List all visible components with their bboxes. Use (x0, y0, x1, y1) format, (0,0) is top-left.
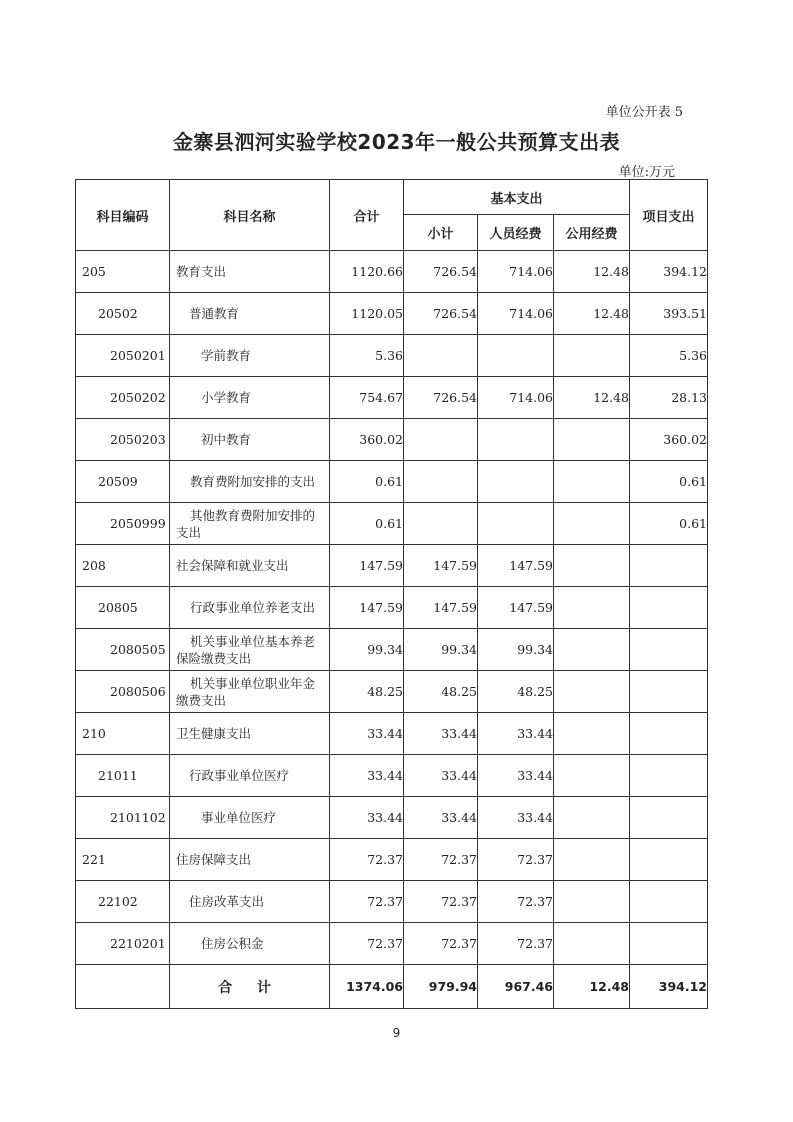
row-code: 210 (76, 713, 170, 755)
table-row (76, 419, 708, 461)
row-project: 28.13 (630, 377, 708, 419)
row-subtotal: 72.37 (404, 881, 478, 923)
table-row (76, 461, 708, 503)
budget-table (75, 179, 708, 1009)
page-title: 金寨县泗河实验学校2023年一般公共预算支出表 (172, 130, 621, 154)
row-total: 33.44 (330, 797, 404, 839)
row-subtotal: 726.54 (404, 251, 478, 293)
row-project (630, 797, 708, 839)
row-personnel: 714.06 (478, 251, 554, 293)
row-subtotal (404, 503, 478, 545)
row-total: 0.61 (330, 461, 404, 503)
row-code: 208 (76, 545, 170, 587)
row-project (630, 713, 708, 755)
total-personnel: 967.46 (478, 965, 554, 1009)
total-subtotal: 979.94 (404, 965, 478, 1009)
row-code: 22102 (76, 881, 170, 923)
table-body (76, 251, 708, 965)
row-code: 221 (76, 839, 170, 881)
row-personnel: 99.34 (478, 629, 554, 671)
row-total: 33.44 (330, 755, 404, 797)
total-row (76, 965, 708, 1009)
row-personnel: 714.06 (478, 377, 554, 419)
row-public (554, 545, 630, 587)
row-project (630, 755, 708, 797)
row-code: 21011 (76, 755, 170, 797)
row-subtotal: 72.37 (404, 839, 478, 881)
document-label: 单位公开表 5 (605, 105, 683, 120)
row-code: 20502 (76, 293, 170, 335)
row-public (554, 335, 630, 377)
row-project (630, 545, 708, 587)
row-project (630, 923, 708, 965)
total-label: 合 计 (170, 965, 330, 1009)
row-name: 卫生健康支出 (170, 713, 330, 755)
table-row (76, 671, 708, 713)
row-name: 住房保障支出 (170, 839, 330, 881)
row-total: 1120.05 (330, 293, 404, 335)
row-personnel: 147.59 (478, 587, 554, 629)
row-project: 393.51 (630, 293, 708, 335)
row-personnel (478, 335, 554, 377)
row-name: 事业单位医疗 (170, 797, 330, 839)
row-name: 教育支出 (170, 251, 330, 293)
row-public (554, 881, 630, 923)
total-code-cell (76, 965, 170, 1009)
row-project (630, 629, 708, 671)
row-project: 0.61 (630, 503, 708, 545)
row-subtotal: 99.34 (404, 629, 478, 671)
header-basic: 基本支出 (404, 180, 630, 215)
row-subtotal: 726.54 (404, 377, 478, 419)
header-subtotal: 小计 (404, 215, 478, 251)
table-row (76, 545, 708, 587)
row-total: 72.37 (330, 923, 404, 965)
row-personnel: 33.44 (478, 713, 554, 755)
row-personnel: 72.37 (478, 881, 554, 923)
header-name: 科目名称 (170, 180, 330, 251)
row-subtotal: 48.25 (404, 671, 478, 713)
row-total: 48.25 (330, 671, 404, 713)
row-code: 2210201 (76, 923, 170, 965)
row-name: 教育费附加安排的支出 (170, 461, 330, 503)
row-personnel: 72.37 (478, 923, 554, 965)
header-code: 科目编码 (76, 180, 170, 251)
row-project: 5.36 (630, 335, 708, 377)
row-public (554, 755, 630, 797)
table-row (76, 251, 708, 293)
row-personnel (478, 461, 554, 503)
row-total: 72.37 (330, 881, 404, 923)
table-row (76, 587, 708, 629)
row-name: 其他教育费附加安排的支出 (170, 503, 330, 545)
row-personnel: 147.59 (478, 545, 554, 587)
table-row (76, 881, 708, 923)
row-name: 机关事业单位职业年金缴费支出 (170, 671, 330, 713)
row-personnel: 714.06 (478, 293, 554, 335)
row-name: 机关事业单位基本养老保险缴费支出 (170, 629, 330, 671)
row-subtotal: 147.59 (404, 587, 478, 629)
row-public: 12.48 (554, 293, 630, 335)
row-personnel: 33.44 (478, 755, 554, 797)
row-subtotal (404, 335, 478, 377)
row-name: 普通教育 (170, 293, 330, 335)
row-total: 0.61 (330, 503, 404, 545)
row-public (554, 629, 630, 671)
row-code: 2101102 (76, 797, 170, 839)
row-name: 行政事业单位养老支出 (170, 587, 330, 629)
row-public (554, 587, 630, 629)
row-name: 学前教育 (170, 335, 330, 377)
row-code: 205 (76, 251, 170, 293)
row-total: 754.67 (330, 377, 404, 419)
row-subtotal: 147.59 (404, 545, 478, 587)
row-public (554, 923, 630, 965)
row-public (554, 503, 630, 545)
header-total: 合计 (330, 180, 404, 251)
table-row (76, 629, 708, 671)
row-public (554, 419, 630, 461)
row-total: 1120.66 (330, 251, 404, 293)
row-public (554, 713, 630, 755)
header-personnel: 人员经费 (478, 215, 554, 251)
row-total: 147.59 (330, 587, 404, 629)
row-total: 99.34 (330, 629, 404, 671)
row-subtotal (404, 419, 478, 461)
unit-label: 单位:万元 (618, 165, 675, 180)
row-code: 2080506 (76, 671, 170, 713)
row-public (554, 797, 630, 839)
row-personnel: 33.44 (478, 797, 554, 839)
row-code: 2050201 (76, 335, 170, 377)
table-row (76, 713, 708, 755)
row-name: 初中教育 (170, 419, 330, 461)
row-personnel (478, 503, 554, 545)
total-public: 12.48 (554, 965, 630, 1009)
row-total: 147.59 (330, 545, 404, 587)
header-public: 公用经费 (554, 215, 630, 251)
row-public (554, 839, 630, 881)
row-personnel: 72.37 (478, 839, 554, 881)
row-code: 20805 (76, 587, 170, 629)
row-subtotal (404, 461, 478, 503)
row-personnel (478, 419, 554, 461)
row-project: 394.12 (630, 251, 708, 293)
table-row (76, 293, 708, 335)
row-total: 33.44 (330, 713, 404, 755)
row-name: 住房公积金 (170, 923, 330, 965)
row-project: 0.61 (630, 461, 708, 503)
table-row (76, 755, 708, 797)
row-subtotal: 726.54 (404, 293, 478, 335)
row-code: 2080505 (76, 629, 170, 671)
row-code: 2050203 (76, 419, 170, 461)
header-project: 项目支出 (630, 180, 708, 251)
row-total: 5.36 (330, 335, 404, 377)
row-project (630, 839, 708, 881)
row-code: 20509 (76, 461, 170, 503)
page-number: 9 (392, 1026, 401, 1040)
table-row (76, 923, 708, 965)
row-total: 72.37 (330, 839, 404, 881)
row-project (630, 587, 708, 629)
row-project: 360.02 (630, 419, 708, 461)
table-row (76, 797, 708, 839)
row-total: 360.02 (330, 419, 404, 461)
row-subtotal: 33.44 (404, 713, 478, 755)
row-subtotal: 72.37 (404, 923, 478, 965)
row-project (630, 671, 708, 713)
table-row (76, 839, 708, 881)
row-personnel: 48.25 (478, 671, 554, 713)
row-name: 小学教育 (170, 377, 330, 419)
total-total: 1374.06 (330, 965, 404, 1009)
total-project: 394.12 (630, 965, 708, 1009)
table-row (76, 377, 708, 419)
row-subtotal: 33.44 (404, 755, 478, 797)
row-public: 12.48 (554, 251, 630, 293)
row-name: 社会保障和就业支出 (170, 545, 330, 587)
table-row (76, 503, 708, 545)
row-public (554, 461, 630, 503)
row-public (554, 671, 630, 713)
row-code: 2050202 (76, 377, 170, 419)
row-code: 2050999 (76, 503, 170, 545)
row-subtotal: 33.44 (404, 797, 478, 839)
table-row (76, 335, 708, 377)
row-project (630, 881, 708, 923)
row-public: 12.48 (554, 377, 630, 419)
row-name: 住房改革支出 (170, 881, 330, 923)
row-name: 行政事业单位医疗 (170, 755, 330, 797)
